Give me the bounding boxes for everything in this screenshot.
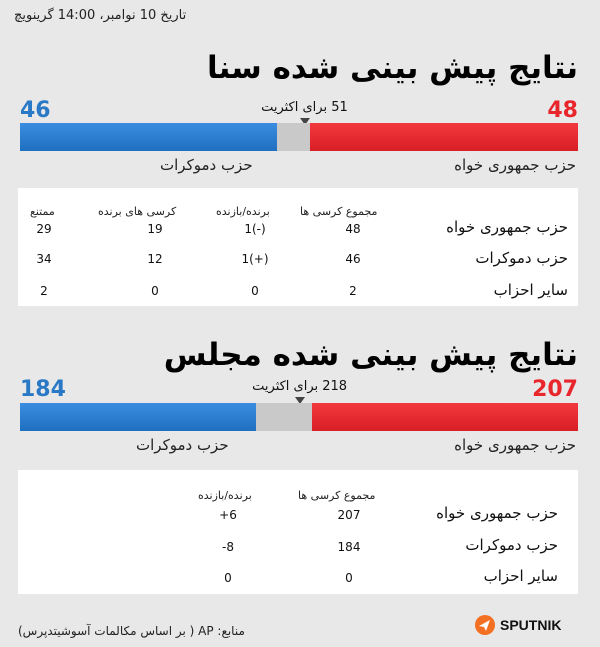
- senate-row2-gainloss: 1(+): [241, 252, 269, 266]
- senate-row3-party: سایر احزاب: [493, 281, 568, 299]
- sputnik-logo-text: SPUTNIK: [500, 617, 562, 633]
- senate-majority-label: 51 برای اکثریت: [261, 100, 348, 115]
- senate-dem-value: 46: [20, 98, 51, 123]
- house-row3-total: 0: [345, 571, 353, 585]
- senate-header-abstain: ممتنع: [30, 205, 55, 218]
- senate-header-total: مجموع کرسی ها: [300, 205, 378, 218]
- senate-bar: [20, 123, 578, 151]
- senate-row2-party: حزب دموکرات: [475, 249, 568, 267]
- house-row1-total: 207: [337, 508, 361, 522]
- house-row1-gainloss: +6: [219, 508, 237, 522]
- house-title: نتایج پیش بینی شده مجلس: [163, 337, 578, 373]
- senate-row2-won: 12: [147, 252, 163, 266]
- house-bar-undecided: [256, 403, 312, 431]
- house-rep-label: حزب جمهوری خواه: [454, 436, 576, 454]
- senate-row3-abstain: 2: [40, 284, 48, 298]
- senate-row1-abstain: 29: [36, 222, 52, 236]
- senate-rep-label: حزب جمهوری خواه: [454, 156, 576, 174]
- house-row2-gainloss: -8: [222, 540, 234, 554]
- house-row3-party: سایر احزاب: [483, 567, 558, 585]
- house-dem-label: حزب دموکرات: [136, 436, 229, 454]
- sources-note: منابع: AP ( بر اساس مکالمات آسوشیتدپرس): [18, 624, 245, 638]
- house-row2-total: 184: [337, 540, 361, 554]
- senate-title: نتایج پیش بینی شده سنا: [207, 50, 578, 86]
- senate-header-gainloss: برنده/بازنده: [216, 205, 270, 218]
- senate-row1-won: 19: [147, 222, 163, 236]
- date-line: تاریخ 10 نوامبر، 14:00 گرینویچ: [14, 8, 187, 23]
- senate-bar-rep: [310, 123, 578, 151]
- senate-row1-total: 48: [345, 222, 361, 236]
- senate-dem-label: حزب دموکرات: [160, 156, 253, 174]
- senate-row3-gainloss: 0: [251, 284, 259, 298]
- house-header-total: مجموع کرسی ها: [298, 489, 376, 502]
- house-row1-party: حزب جمهوری خواه: [436, 504, 558, 522]
- senate-bar-dem: [20, 123, 277, 151]
- house-row2-party: حزب دموکرات: [465, 536, 558, 554]
- senate-bar-undecided: [277, 123, 310, 151]
- senate-row1-party: حزب جمهوری خواه: [446, 218, 568, 236]
- house-table: [18, 470, 578, 594]
- senate-rep-value: 48: [547, 98, 578, 123]
- house-bar: [20, 403, 578, 431]
- house-majority-label: 218 برای اکثریت: [252, 379, 348, 394]
- house-row3-gainloss: 0: [224, 571, 232, 585]
- sputnik-logo-icon: [474, 614, 496, 636]
- senate-row2-abstain: 34: [36, 252, 52, 266]
- senate-row3-total: 2: [349, 284, 357, 298]
- senate-row2-total: 46: [345, 252, 361, 266]
- house-header-gainloss: برنده/بازنده: [198, 489, 252, 502]
- senate-header-won: کرسی های برنده: [98, 205, 177, 218]
- senate-row1-gainloss: 1(-): [244, 222, 266, 236]
- sputnik-logo: [474, 614, 561, 636]
- house-bar-dem: [20, 403, 256, 431]
- house-bar-rep: [312, 403, 578, 431]
- senate-table: [18, 188, 578, 306]
- house-rep-value: 207: [532, 377, 578, 402]
- house-dem-value: 184: [20, 377, 66, 402]
- senate-row3-won: 0: [151, 284, 159, 298]
